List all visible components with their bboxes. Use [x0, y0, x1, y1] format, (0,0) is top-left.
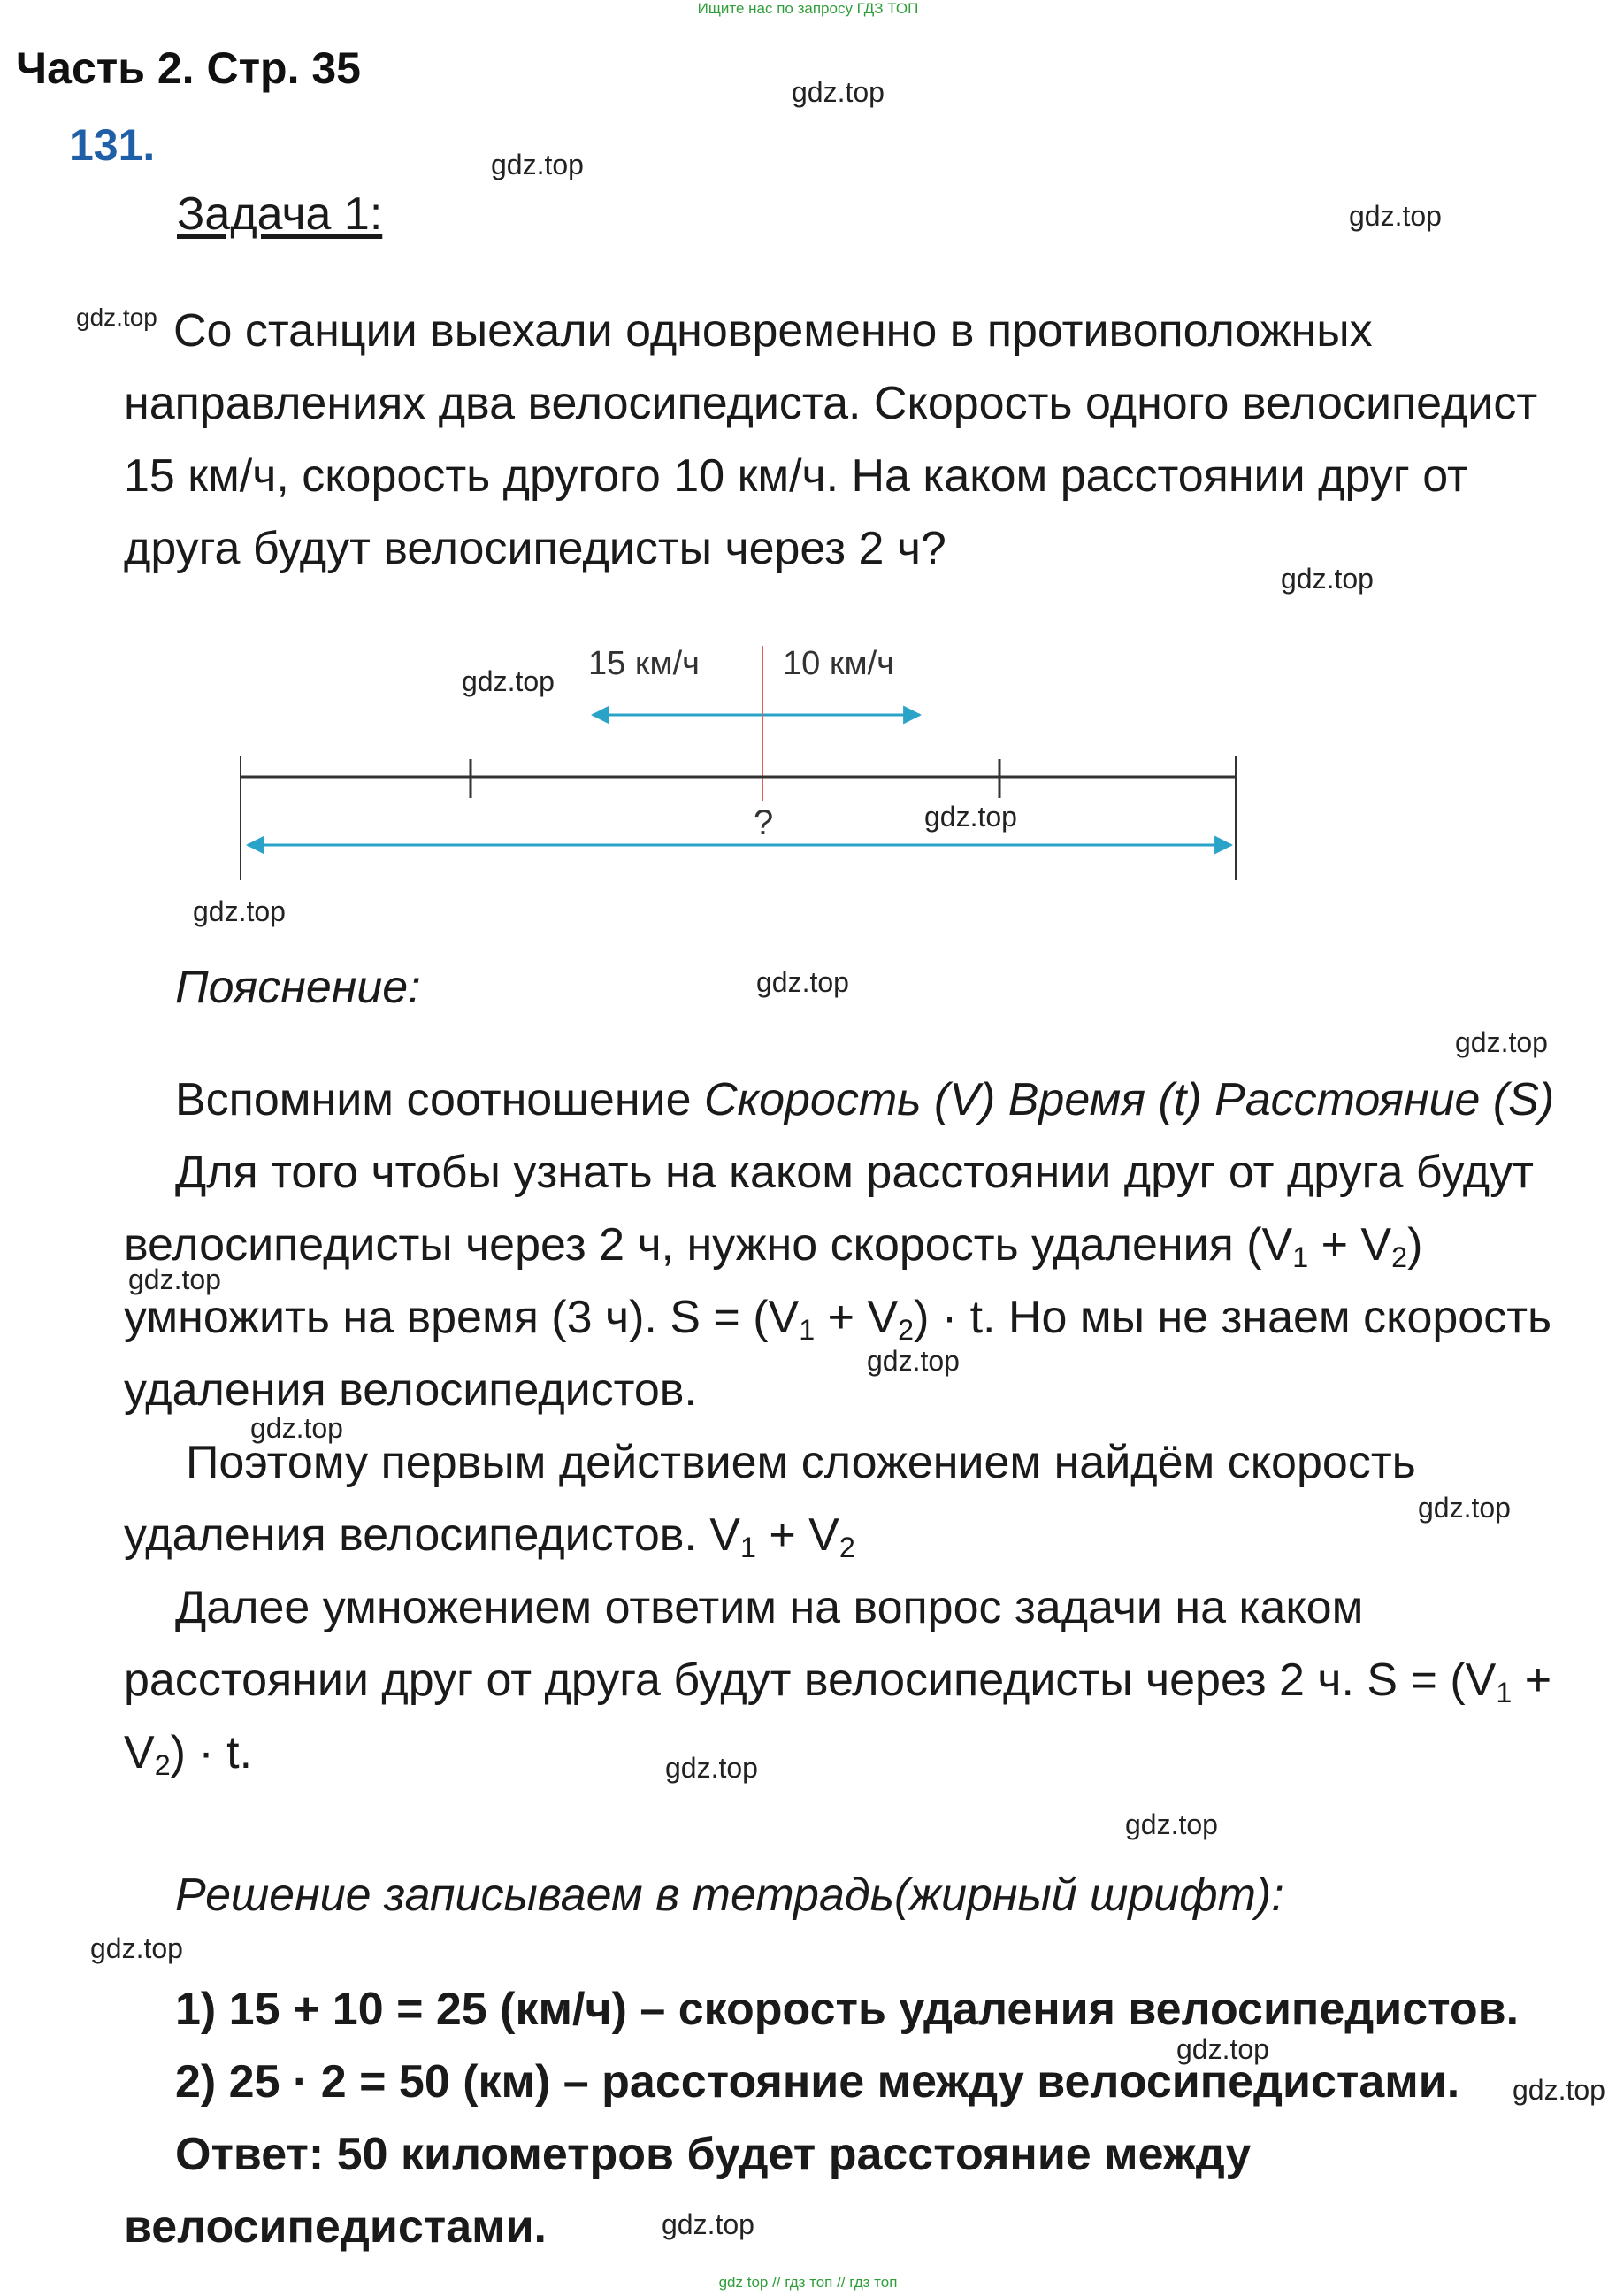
explanation-line: удаления велосипедистов. $V_1 + V_2$	[124, 1509, 855, 1564]
explanation-line: велосипедисты через 2 ч, нужно скорость удаления $(V_1 + V_2)$	[124, 1219, 1423, 1274]
explanation-line: расстоянии друг от друга будут велосипедисты через 2 ч. $S = (V_1$ +	[124, 1655, 1552, 1709]
watermark: gdz.top	[1176, 2033, 1269, 2065]
answer-line: велосипедистами.	[124, 2201, 548, 2253]
recall-line: Вспомним соотношение Скорость (V) Время (t) Расстояние (S)	[175, 1074, 1555, 1125]
answer-line: Ответ: 50 километров будет расстояние между	[175, 2129, 1252, 2180]
watermark: gdz.top	[1281, 563, 1374, 595]
speed-right-label: 10 км/ч	[783, 645, 894, 682]
solution-step: 1) 15 + 10 = 25 (км/ч) – скорость удаления велосипедистов.	[175, 1984, 1520, 2035]
page-header: Часть 2. Стр. 35	[16, 43, 361, 93]
watermark: gdz.top	[792, 76, 885, 108]
footer-links[interactable]: gdz top // гдз топ // гдз топ	[718, 2274, 898, 2291]
explanation-line: $V_2) \cdot t$.	[124, 1727, 253, 1782]
watermark: gdz.top	[1349, 200, 1442, 232]
explanation-line: удаления велосипедистов.	[124, 1364, 697, 1416]
watermark: gdz.top	[491, 149, 584, 180]
watermark: gdz.top	[193, 895, 286, 927]
watermark: gdz.top	[1418, 1492, 1511, 1524]
problem-line: 15 км/ч, скорость другого 10 км/ч. На каком расстоянии друг от	[124, 450, 1468, 502]
watermark: gdz.top	[1455, 1026, 1548, 1058]
exercise-number: 131.	[69, 120, 156, 170]
explanation-title: Пояснение:	[175, 962, 421, 1013]
watermark: gdz.top	[924, 801, 1017, 833]
top-banner[interactable]: Ищите нас по запросу ГДЗ ТОП	[697, 0, 919, 17]
explanation-line: Поэтому первым действием сложением найдём скорость	[186, 1437, 1416, 1488]
watermark: gdz.top	[250, 1412, 343, 1444]
explanation-line: умножить на время (3 ч). $S = (V_1 + V_2) \cdot t$. Но мы не знаем скорость	[124, 1292, 1552, 1347]
solution-title: Решение записываем в тетрадь(жирный шрифт):	[175, 1870, 1284, 1921]
problem-line: направлениях два велосипедиста. Скорость одного велосипедист	[124, 378, 1538, 429]
problem-line: Со станции выехали одновременно в противоположных	[173, 305, 1373, 357]
watermark: gdz.top	[76, 303, 157, 331]
watermark: gdz.top	[1513, 2074, 1605, 2106]
task-title: Задача 1:	[177, 188, 383, 240]
explanation-line: Далее умножением ответим на вопрос задачи на каком	[175, 1582, 1364, 1633]
watermark: gdz.top	[462, 665, 555, 697]
watermark: gdz.top	[756, 966, 849, 998]
watermark: gdz.top	[662, 2208, 754, 2240]
problem-line: друга будут велосипедисты через 2 ч?	[124, 523, 946, 574]
explanation-line: Для того чтобы узнать на каком расстоянии друг от друга будут	[175, 1147, 1534, 1198]
watermark: gdz.top	[665, 1752, 758, 1784]
distance-diagram	[0, 610, 1616, 911]
speed-left-label: 15 км/ч	[588, 645, 700, 682]
watermark: gdz.top	[90, 1932, 183, 1964]
solution-step: 2) 25 · 2 = 50 (км) – расстояние между велосипедистами.	[175, 2056, 1460, 2108]
question-mark: ?	[754, 803, 774, 842]
watermark: gdz.top	[128, 1263, 221, 1295]
watermark: gdz.top	[1125, 1808, 1218, 1840]
watermark: gdz.top	[867, 1345, 960, 1377]
